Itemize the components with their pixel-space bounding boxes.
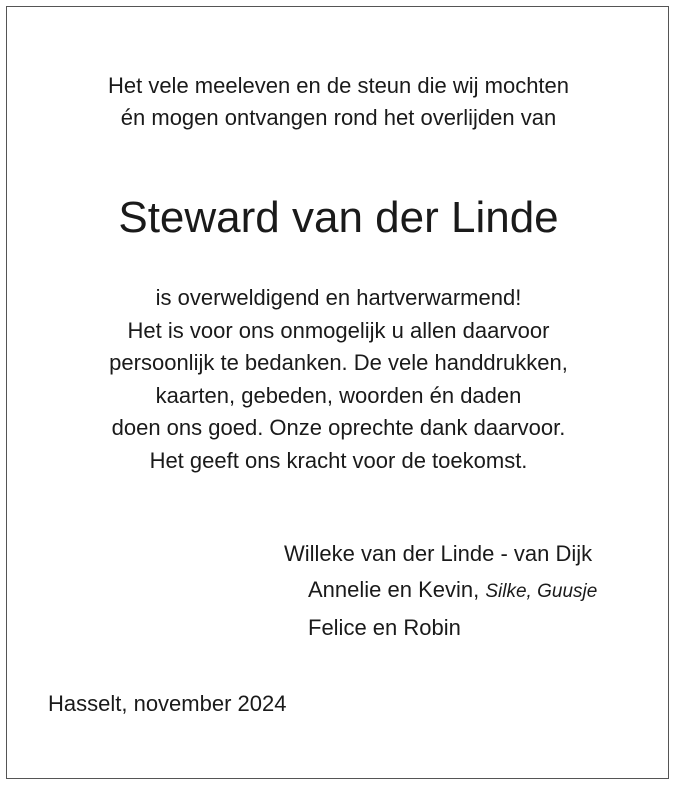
deceased-name: Steward van der Linde	[118, 193, 559, 242]
signer-line-2	[284, 572, 597, 610]
signer-line-1: Willeke van der Linde - van Dijk	[284, 541, 593, 566]
intro-line-2: én mogen ontvangen rond het overlijden van	[120, 105, 557, 130]
message-line-1: is overweldigend en hartverwarmend!	[155, 285, 522, 310]
intro-text	[0, 70, 677, 134]
signer-line-3: Felice en Robin	[308, 615, 461, 640]
place-date: Hasselt, november 2024	[48, 691, 287, 716]
intro-line-1: Het vele meeleven en de steun die wij mochten	[107, 73, 570, 98]
message-line-3: persoonlijk te bedanken. De vele handdrukken,	[109, 350, 568, 375]
message-line-6: Het geeft ons kracht voor de toekomst.	[149, 447, 528, 473]
message-line-4: kaarten, gebeden, woorden én daden	[155, 382, 522, 408]
message-line-2: Het is voor ons onmogelijk u allen daarvoor	[127, 317, 550, 343]
signer-line-2-main: Annelie en Kevin,	[308, 577, 480, 602]
thanks-message	[0, 282, 677, 477]
signers-block	[284, 536, 597, 646]
message-line-5: doen ons goed. Onze oprechte dank daarvoor.	[111, 415, 566, 440]
signer-line-2-children: Silke, Guusje	[485, 581, 598, 602]
